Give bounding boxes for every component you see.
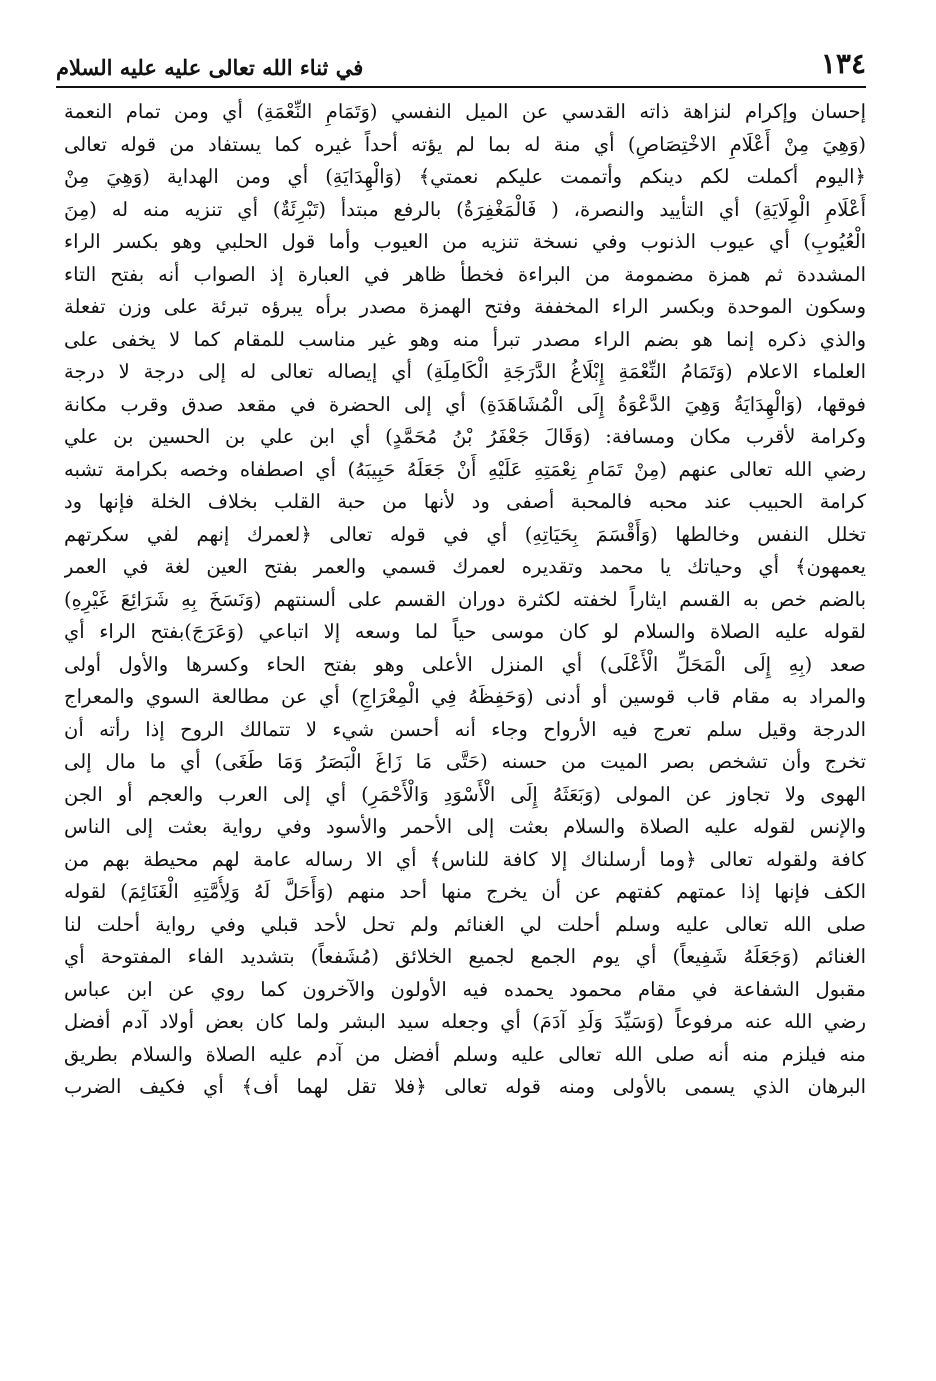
header-rule <box>56 86 866 88</box>
text-line: وكرامة لأقرب مكان ومسافة: (وَقَالَ جَعْفَرُ بْنُ مُحَمَّدٍ) أي ابن علي بن الحسين بن علي <box>64 425 866 448</box>
text-line: منه فيلزم منه أنه صلى الله تعالى عليه وسلم أفضل من آدم عليه الصلاة والسلام بطريق <box>64 1042 866 1066</box>
text-line: العلماء الاعلام (وَتَمَامُ النِّعْمَةِ إِبْلَاغُ الدَّرَجَةِ الْكَامِلَةِ) أي إيصاله تعالى له إلى درجة لا درجة <box>64 360 866 383</box>
text-line: فوقها، (وَالْهِدَايَةُ وَهِيَ الدَّعْوَةُ إِلَى الْمُشَاهَدَةِ) أي إلى الحضرة في مقعد صدق وقرب مكانة <box>64 392 866 416</box>
text-line: بالضم خص به القسم ايثاراً لخفته لكثرة دوران القسم على ألسنتهم (وَنَسَخَ بِهِ شَرَائِعَ غَيْرِهِ) <box>64 587 866 611</box>
text-line: الغنائم (وَجَعَلَهُ شَفِيعاً) أي يوم الجمع لجميع الخلائق (مُشَفعاً) بتشديد الفاء المفتوحة أي <box>64 945 866 968</box>
text-line: المشددة ثم همزة مضمومة من البراءة فخطأ ظاهر في العبارة إذ الصواب أنه بفتح التاء <box>64 262 866 286</box>
text-line: (وَهِيَ مِنْ أَعْلَامِ الاخْتِصَاصِ) أي منة له بما لم يؤته أحداً غيره كما يستفاد من قوله تعالى <box>64 132 866 156</box>
text-line: إحسان وإكرام لنزاهة ذاته القدسي عن الميل النفسي (وَتَمَامِ النِّعْمَةِ) أي ومن تمام النعمة <box>64 100 866 123</box>
text-line: صعد (بِهِ إِلَى الْمَحَلِّ الْأَعْلَى) أي المنزل الأعلى وهو بفتح الحاء وكسرها والأول أولى <box>64 652 866 676</box>
text-line: يعمهون﴾ أي وحياتك يا محمد وتقديره لعمرك قسمي والعمر بفتح العين لغة في العمر <box>64 555 866 578</box>
text-line: الْعُيُوبِ) أي عيوب الذنوب وفي نسخة تنزيه من العيوب وأما قول الحلبي وهو بكسر الراء <box>64 230 866 253</box>
text-line: البرهان الذي يسمى بالأولى ومنه قوله تعالى ﴿فلا تقل لهما أف﴾ أي فكيف الضرب <box>64 1075 866 1098</box>
text-line: والمراد به مقام قاب قوسين أو أدنى (وَحَفِظَهُ فِي الْمِعْرَاجِ) أي عن مطالعة السوي والمعراج <box>64 685 866 708</box>
text-line: تخرج وأن تشخص بصر الميت من حسنه (حَتَّى مَا زَاغَ الْبَصَرُ وَمَا طَغَى) أي ما مال إلى <box>64 750 866 773</box>
text-line: الكف فإنها إذا عمتهم كفتهم عن أن يخرج منها أحد منهم (وَأَحَلَّ لَهُ وَلِأُمَّتِهِ الْغَنَائِمَ) لقوله <box>64 880 866 903</box>
page-number: ١٣٤ <box>820 47 866 80</box>
page-header <box>56 28 866 80</box>
body-text <box>64 96 866 1104</box>
text-line: لقوله عليه الصلاة والسلام لو كان موسى حياً لما وسعه إلا اتباعي (وَعَرَجَ)بفتح الراء أي <box>64 620 866 643</box>
text-line: صلى الله تعالى عليه وسلم أحلت لي الغنائم ولم تحل لأحد قبلي وفي رواية أحلت لنا <box>64 912 866 936</box>
text-line: الدرجة وقيل سلم تعرج فيه الأرواح وجاء أنه أحسن شيء لا تتمالك الروح إذا رأته أن <box>64 717 866 741</box>
text-line: وسكون الموحدة وبكسر الراء المخففة وفتح الهمزة مصدر برأه يبرؤه تبرئة على وزن تفعلة <box>64 295 866 318</box>
running-title: في ثناء الله تعالى عليه عليه السلام <box>56 55 364 80</box>
text-line: مقبول الشفاعة في مقام محمود يحمده فيه الأولون والآخرون كما روي عن ابن عباس <box>64 977 866 1001</box>
text-line: الهوى ولا تجاوز عن المولى (وَبَعَثَهُ إِلَى الْأَسْوَدِ وَالْأَحْمَرِ) أي إلى العرب والعجم أو الجن <box>64 782 866 806</box>
text-line: ﴿اليوم أكملت لكم دينكم وأتممت عليكم نعمتي﴾ (وَالْهِدَايَةِ) أي ومن الهداية (وَهِيَ مِنْ <box>64 165 866 188</box>
text-line: أَعْلَامِ الْوِلَايَةِ) أي التأييد والنصرة، ( فَالْمَغْفِرَةُ) بالرفع مبتدأ (تَبْرِئَةٌ) أي تنزيه منه له (مِنَ <box>64 197 866 221</box>
text-line: والذي ذكره إنما هو بضم الراء مصدر تبرأ منه وهو غير مناسب للمقام كما لا يخفى على <box>64 327 866 351</box>
text-line: رضي الله تعالى عنهم (مِنْ تَمَامِ نِعْمَتِهِ عَلَيْهِ أَنْ جَعَلَهُ حَبِيبَهُ) أي اصطفاه وخصه بكرامة تشبه <box>64 457 866 481</box>
text-line: والإنس لقوله عليه الصلاة والسلام بعثت إلى الأحمر والأسود وفي رواية بعثت إلى الناس <box>64 815 866 838</box>
text-line: تخلل النفس وخالطها (وَأَقْسَمَ بِحَيَاتِهِ) أي في قوله تعالى ﴿لعمرك إنهم لفي سكرتهم <box>64 522 866 546</box>
text-line: رضي الله عنه مرفوعاً (وَسَيِّدَ وَلَدِ آدَمَ) أي وجعله سيد البشر ولما كان بعض أولاد آدم أفضل <box>64 1010 866 1033</box>
text-line: كافة ولقوله تعالى ﴿وما أرسلناك إلا كافة للناس﴾ أي الا رساله عامة لهم محيطة بهم من <box>64 847 866 871</box>
text-line: كرامة الحبيب عند محبه فالمحبة أصفى ود لأنها من حبة القلب بخلاف الخلة فإنها ود <box>64 490 866 513</box>
